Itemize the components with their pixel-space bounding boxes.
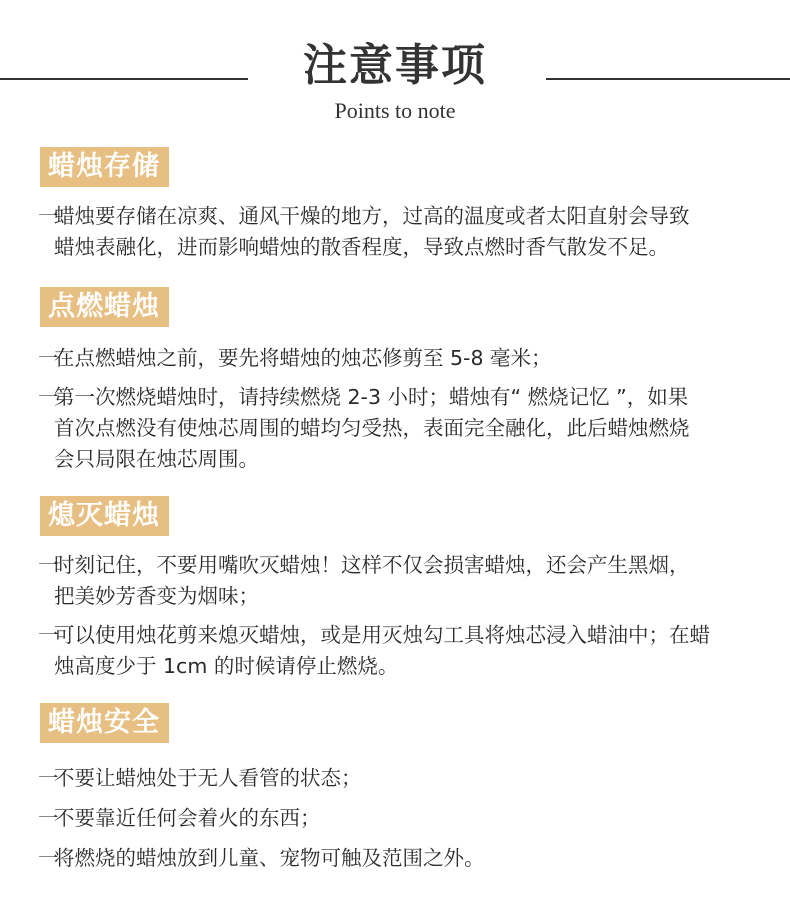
list-item <box>38 343 760 374</box>
item-line <box>38 550 760 581</box>
item-line <box>38 620 760 651</box>
item-text: 第一次燃烧蜡烛时，请持续燃烧 2-3 小时；蜡烛有“ 燃烧记忆 ”，如果 <box>54 385 689 409</box>
item-line: 首次点燃没有使烛芯周围的蜡均匀受热，表面完全融化，此后蜡烛燃烧 <box>54 416 690 440</box>
item-line <box>38 382 760 413</box>
list-item <box>38 843 760 874</box>
dash-marker: 一 <box>38 846 59 870</box>
item-text: 将燃烧的蜡烛放到儿童、宠物可触及范围之外。 <box>54 846 485 870</box>
item-text: 在点燃蜡烛之前，要先将蜡烛的烛芯修剪至 5-8 毫米； <box>54 346 552 370</box>
dash-marker: 一 <box>38 346 59 370</box>
page-header <box>0 0 790 140</box>
item-text: 不要靠近任何会着火的东西； <box>54 806 321 830</box>
item-text: 可以使用烛花剪来熄灭蜡烛，或是用灭烛勾工具将烛芯浸入蜡油中；在蜡 <box>54 623 710 647</box>
dash-marker: 一 <box>38 806 59 830</box>
header-divider-right <box>546 78 790 80</box>
section-title-safety: 蜡烛安全 <box>40 703 169 743</box>
item-line: 烛高度少于 1cm 的时候请停止燃烧。 <box>54 654 399 678</box>
section-title-storage: 蜡烛存储 <box>40 147 169 187</box>
item-text: 蜡烛要存储在凉爽、通风干燥的地方，过高的温度或者太阳直射会导致 <box>54 204 690 228</box>
item-line: 会只局限在烛芯周围。 <box>54 447 259 471</box>
page-title: 注意事项 <box>303 40 487 91</box>
item-line: 把美妙芳香变为烟味； <box>54 584 259 608</box>
item-line <box>38 803 760 834</box>
item-line <box>38 763 760 794</box>
section-title-lighting: 点燃蜡烛 <box>40 287 169 327</box>
item-text: 不要让蜡烛处于无人看管的状态； <box>54 766 362 790</box>
list-item <box>38 550 760 612</box>
item-line <box>38 343 760 374</box>
item-line <box>38 201 760 232</box>
list-item <box>38 382 760 475</box>
list-item <box>38 803 760 834</box>
item-line <box>38 843 760 874</box>
item-line: 蜡烛表融化，进而影响蜡烛的散香程度，导致点燃时香气散发不足。 <box>54 235 669 259</box>
section-title-extinguish: 熄灭蜡烛 <box>40 496 169 536</box>
dash-marker: 一 <box>38 766 59 790</box>
list-item <box>38 763 760 794</box>
dash-marker: 一 <box>38 385 59 409</box>
item-text: 时刻记住，不要用嘴吹灭蜡烛！这样不仅会损害蜡烛，还会产生黑烟， <box>54 553 690 577</box>
list-item <box>38 620 760 682</box>
dash-marker: 一 <box>38 553 59 577</box>
dash-marker: 一 <box>38 623 59 647</box>
page-subtitle: Points to note <box>334 98 456 123</box>
dash-marker: 一 <box>38 204 59 228</box>
list-item <box>38 201 760 263</box>
